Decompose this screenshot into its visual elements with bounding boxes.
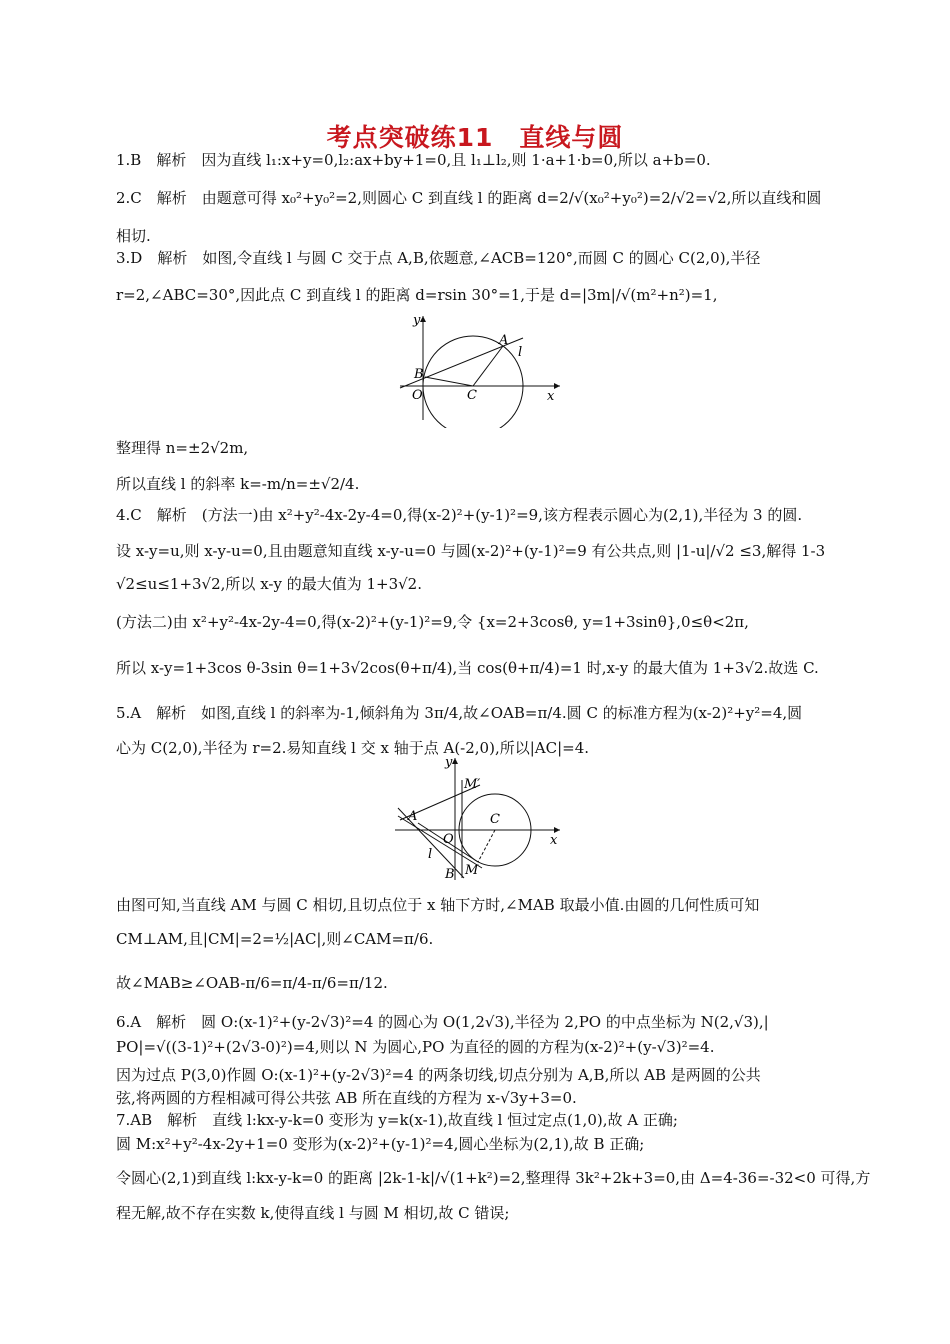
text-line: r=2,∠ABC=30°,因此点 C 到直线 l 的距离 d=rsin 30°=1,于是 d=|3m|/√(m²+n²)=1,: [116, 286, 718, 304]
text-line: 1.B 解析 因为直线 l₁:x+y=0,l₂:ax+by+1=0,且 l₁⊥l₂,则 1·a+1·b=0,所以 a+b=0.: [116, 151, 711, 169]
text-line: (方法二)由 x²+y²-4x-2y-4=0,得(x-2)²+(y-1)²=9,令 {x=2+3cosθ, y=1+3sinθ},0≤θ<2π,: [116, 613, 749, 631]
figure-3-circle-diagram: [395, 308, 565, 428]
text-line: √2≤u≤1+3√2,所以 x-y 的最大值为 1+3√2.: [116, 575, 422, 593]
point-label: O: [412, 388, 423, 403]
text-line: 因为过点 P(3,0)作圆 O:(x-1)²+(y-2√3)²=4 的两条切线,切点分别为 A,B,所以 AB 是两圆的公共: [116, 1066, 761, 1084]
axis-label: y: [413, 313, 421, 328]
axis-label: x: [547, 389, 555, 404]
line-label: l: [428, 847, 433, 862]
text-line: 弦,将两圆的方程相减可得公共弦 AB 所在直线的方程为 x-√3y+3=0.: [116, 1089, 577, 1107]
point-label: A: [499, 333, 509, 348]
text-line: 圆 M:x²+y²-4x-2y+1=0 变形为(x-2)²+(y-1)²=4,圆心坐标为(2,1),故 B 正确;: [116, 1135, 645, 1153]
point-label: M: [465, 863, 479, 878]
point-label: O: [443, 832, 454, 847]
point-label: M′: [464, 777, 481, 792]
text-line: 5.A 解析 如图,直线 l 的斜率为-1,倾斜角为 3π/4,故∠OAB=π/4.圆 C 的标准方程为(x-2)²+y²=4,圆: [116, 704, 803, 722]
figure-5-circle-diagram: [390, 750, 565, 885]
text-line: 3.D 解析 如图,令直线 l 与圆 C 交于点 A,B,依题意,∠ACB=120°,而圆 C 的圆心 C(2,0),半径: [116, 249, 761, 267]
text-line: 程无解,故不存在实数 k,使得直线 l 与圆 M 相切,故 C 错误;: [116, 1204, 510, 1222]
text-line: 所以直线 l 的斜率 k=-m/n=±√2/4.: [116, 475, 360, 493]
text-line: 7.AB 解析 直线 l:kx-y-k=0 变形为 y=k(x-1),故直线 l 恒过定点(1,0),故 A 正确;: [116, 1111, 678, 1129]
point-label: B: [445, 867, 455, 882]
text-line: CM⊥AM,且|CM|=2=½|AC|,则∠CAM=π/6.: [116, 930, 434, 948]
text-line: 设 x-y=u,则 x-y-u=0,且由题意知直线 x-y-u=0 与圆(x-2)²+(y-1)²=9 有公共点,则 |1-u|/√2 ≤3,解得 1-3: [116, 542, 826, 560]
text-line: 相切.: [116, 227, 151, 245]
line-label: l: [518, 345, 523, 360]
page-title: 考点突破练11 直线与圆: [326, 123, 624, 152]
point-label: A: [408, 809, 418, 824]
point-label: B: [414, 367, 424, 382]
text-line: 故∠MAB≥∠OAB-π/6=π/4-π/6=π/12.: [116, 974, 388, 992]
text-line: 整理得 n=±2√2m,: [116, 439, 249, 457]
text-line: 4.C 解析 (方法一)由 x²+y²-4x-2y-4=0,得(x-2)²+(y-1)²=9,该方程表示圆心为(2,1),半径为 3 的圆.: [116, 506, 803, 524]
text-line: 2.C 解析 由题意可得 x₀²+y₀²=2,则圆心 C 到直线 l 的距离 d=2/√(x₀²+y₀²)=2/√2=√2,所以直线和圆: [116, 189, 822, 207]
axis-label: y: [445, 755, 453, 770]
text-line: 6.A 解析 圆 O:(x-1)²+(y-2√3)²=4 的圆心为 O(1,2√3),半径为 2,PO 的中点坐标为 N(2,√3),|: [116, 1013, 769, 1031]
text-line: 所以 x-y=1+3cos θ-3sin θ=1+3√2cos(θ+π/4),当 cos(θ+π/4)=1 时,x-y 的最大值为 1+3√2.故选 C.: [116, 659, 819, 677]
text-line: 心为 C(2,0),半径为 r=2.易知直线 l 交 x 轴于点 A(-2,0),所以|AC|=4.: [116, 739, 590, 757]
text-line: PO|=√((3-1)²+(2√3-0)²)=4,则以 N 为圆心,PO 为直径的圆的方程为(x-2)²+(y-√3)²=4.: [116, 1038, 715, 1056]
text-line: 令圆心(2,1)到直线 l:kx-y-k=0 的距离 |2k-1-k|/√(1+k²)=2,整理得 3k²+2k+3=0,由 Δ=4-36=-32<0 可得,方: [116, 1169, 871, 1187]
point-label: C: [467, 388, 477, 403]
axis-label: x: [550, 833, 558, 848]
text-line: 由图可知,当直线 AM 与圆 C 相切,且切点位于 x 轴下方时,∠MAB 取最小值.由圆的几何性质可知: [116, 896, 760, 914]
point-label: C: [490, 812, 500, 827]
